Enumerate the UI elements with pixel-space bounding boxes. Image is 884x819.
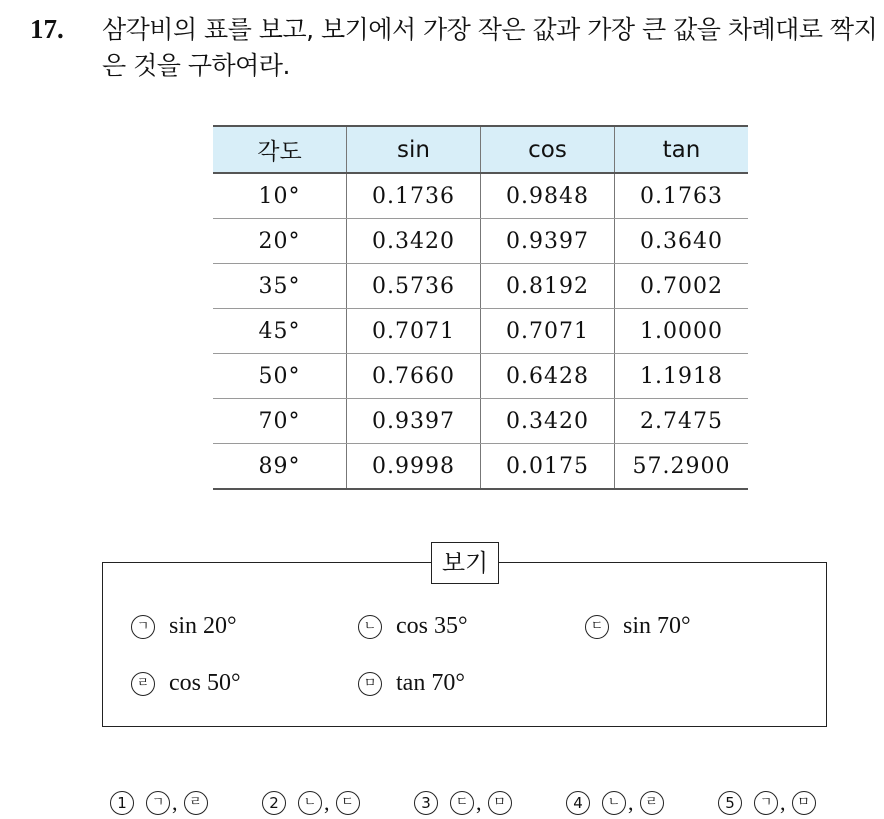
sin-cell: 0.1736 <box>347 173 481 219</box>
sin-cell: 0.5736 <box>347 264 481 309</box>
tan-cell: 2.7475 <box>615 399 749 444</box>
circle-marker-icon: ㄴ <box>602 791 626 815</box>
bogi-item-text: cos 35° <box>396 613 468 639</box>
circle-marker-icon: ㄱ <box>754 791 778 815</box>
circle-marker-icon: ㄷ <box>585 615 609 639</box>
bogi-item-text: sin 70° <box>623 613 691 639</box>
bogi-title: 보기 <box>431 542 499 584</box>
answer-choice-3[interactable] <box>414 790 512 816</box>
bogi-item-c <box>585 613 691 640</box>
cos-cell: 0.6428 <box>481 354 615 399</box>
question-number: 17. <box>30 14 64 44</box>
answer-choice-4[interactable] <box>566 790 664 816</box>
comma-separator: , <box>324 790 330 815</box>
choice-number-circle: 5 <box>718 791 742 815</box>
circle-marker-icon: ㄴ <box>358 615 382 639</box>
header-cos: cos <box>481 126 615 173</box>
circle-marker-icon: ㄱ <box>131 615 155 639</box>
header-tan: tan <box>615 126 749 173</box>
circle-marker-icon: ㅁ <box>792 791 816 815</box>
circle-marker-icon: ㄱ <box>146 791 170 815</box>
bogi-item-text: tan 70° <box>396 670 465 696</box>
cos-cell: 0.8192 <box>481 264 615 309</box>
angle-cell: 45° <box>213 309 347 354</box>
bogi-item-b <box>358 613 468 640</box>
choice-number-circle: 1 <box>110 791 134 815</box>
table-row <box>213 173 748 219</box>
table-row <box>213 264 748 309</box>
answer-choice-2[interactable] <box>262 790 360 816</box>
comma-separator: , <box>476 790 482 815</box>
bogi-item-d <box>131 670 241 697</box>
sin-cell: 0.7071 <box>347 309 481 354</box>
circle-marker-icon: ㄹ <box>184 791 208 815</box>
bogi-item-text: cos 50° <box>169 670 241 696</box>
bogi-item-a <box>131 613 237 640</box>
bogi-box <box>102 549 827 727</box>
sin-cell: 0.7660 <box>347 354 481 399</box>
tan-cell: 0.3640 <box>615 219 749 264</box>
cos-cell: 0.3420 <box>481 399 615 444</box>
tan-cell: 57.2900 <box>615 444 749 490</box>
cos-cell: 0.0175 <box>481 444 615 490</box>
circle-marker-icon: ㄹ <box>640 791 664 815</box>
table-row <box>213 444 748 490</box>
tan-cell: 0.1763 <box>615 173 749 219</box>
circle-marker-icon: ㄷ <box>336 791 360 815</box>
cos-cell: 0.9848 <box>481 173 615 219</box>
comma-separator: , <box>628 790 634 815</box>
comma-separator: , <box>780 790 786 815</box>
sin-cell: 0.9397 <box>347 399 481 444</box>
sin-cell: 0.3420 <box>347 219 481 264</box>
question-text: 삼각비의 표를 보고, 보기에서 가장 작은 값과 가장 큰 값을 차례대로 짝지은 것을 구하여라. <box>102 15 878 80</box>
choice-number-circle: 4 <box>566 791 590 815</box>
cos-cell: 0.7071 <box>481 309 615 354</box>
circle-marker-icon: ㅁ <box>488 791 512 815</box>
choice-number-circle: 2 <box>262 791 286 815</box>
angle-cell: 70° <box>213 399 347 444</box>
angle-cell: 35° <box>213 264 347 309</box>
table-row <box>213 399 748 444</box>
angle-cell: 89° <box>213 444 347 490</box>
table-row <box>213 219 748 264</box>
comma-separator: , <box>172 790 178 815</box>
bogi-item-e <box>358 670 465 697</box>
sin-cell: 0.9998 <box>347 444 481 490</box>
angle-cell: 50° <box>213 354 347 399</box>
tan-cell: 1.1918 <box>615 354 749 399</box>
header-sin: sin <box>347 126 481 173</box>
circle-marker-icon: ㄴ <box>298 791 322 815</box>
choice-number-circle: 3 <box>414 791 438 815</box>
answer-choice-1[interactable] <box>110 790 208 816</box>
circle-marker-icon: ㄹ <box>131 672 155 696</box>
answer-choice-5[interactable] <box>718 790 816 816</box>
cos-cell: 0.9397 <box>481 219 615 264</box>
table-header-row <box>213 126 748 173</box>
trig-table <box>213 125 748 490</box>
tan-cell: 0.7002 <box>615 264 749 309</box>
header-angle: 각도 <box>213 126 347 173</box>
tan-cell: 1.0000 <box>615 309 749 354</box>
bogi-item-text: sin 20° <box>169 613 237 639</box>
circle-marker-icon: ㄷ <box>450 791 474 815</box>
table-row <box>213 309 748 354</box>
angle-cell: 20° <box>213 219 347 264</box>
circle-marker-icon: ㅁ <box>358 672 382 696</box>
table-row <box>213 354 748 399</box>
angle-cell: 10° <box>213 173 347 219</box>
